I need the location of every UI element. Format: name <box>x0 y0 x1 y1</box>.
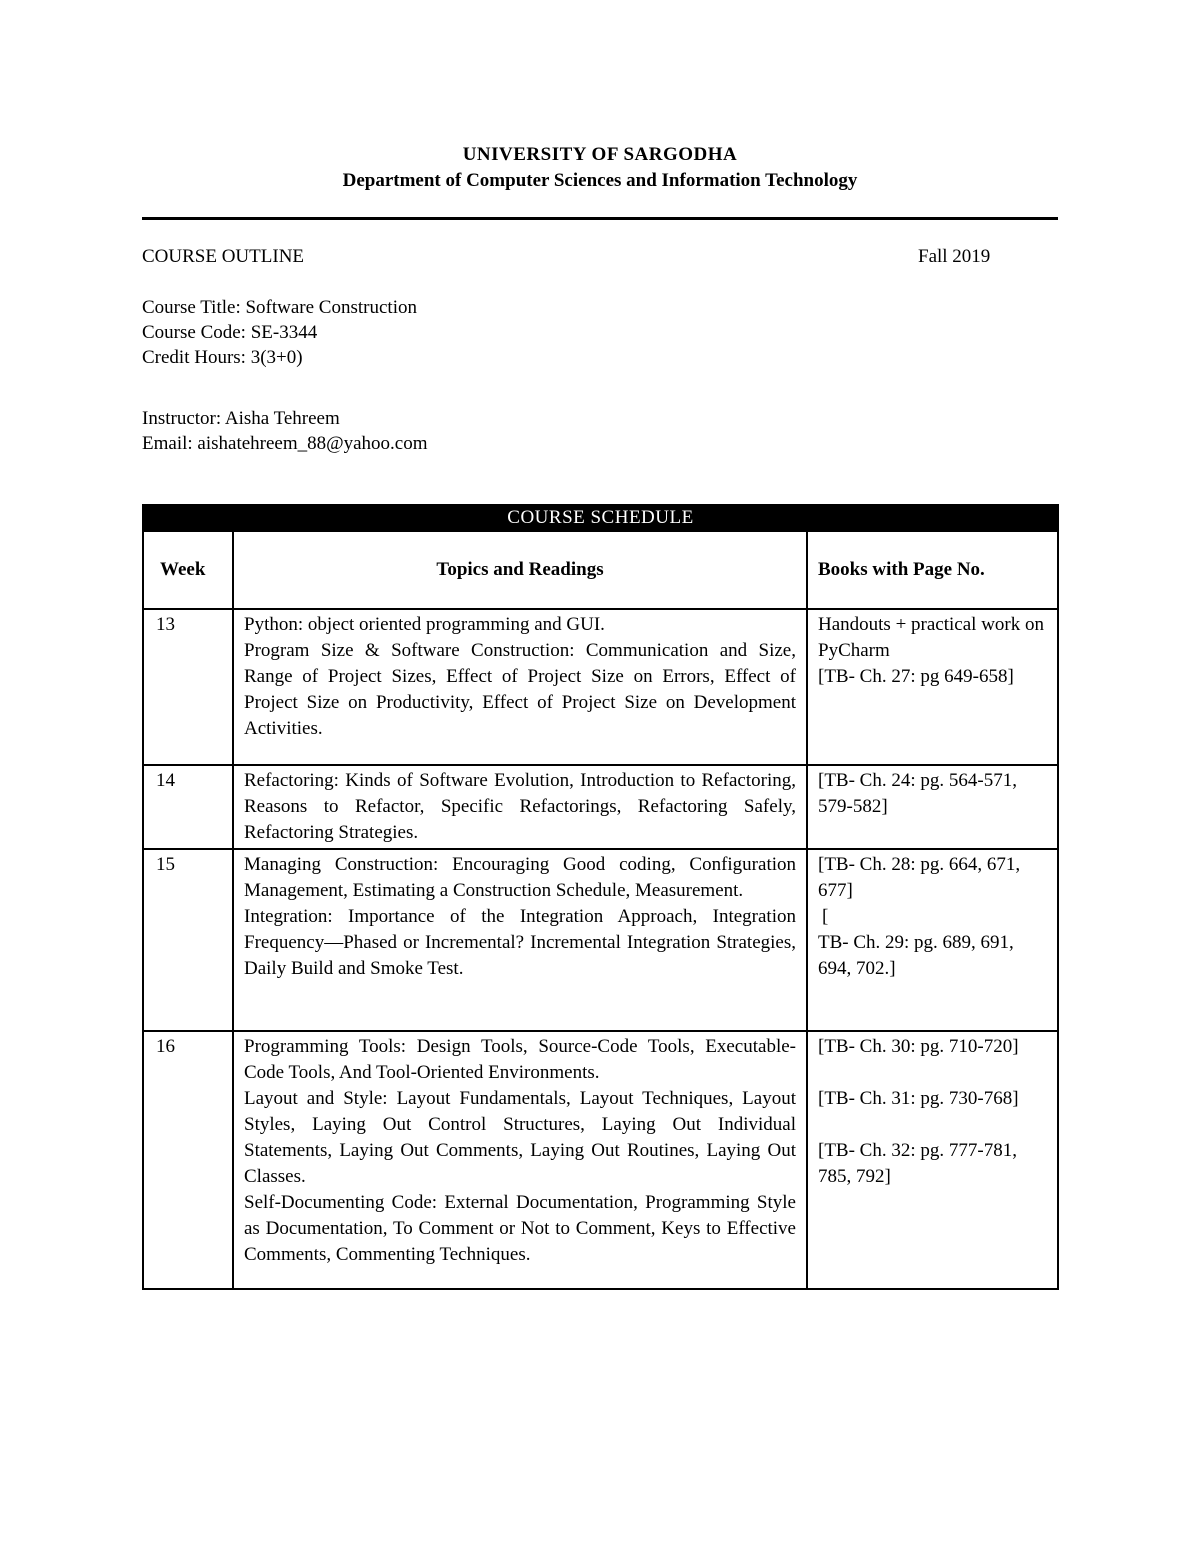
schedule-header-row <box>143 531 1058 609</box>
topics-cell <box>233 1031 807 1289</box>
spacer <box>818 1060 1047 1086</box>
books-cell <box>807 1031 1058 1289</box>
column-header-week: Week <box>143 531 233 609</box>
table-row <box>143 1031 1058 1289</box>
week-number: 13 <box>143 609 233 765</box>
book-reference: [TB- Ch. 27: pg 649-658] <box>818 666 1014 687</box>
topic-paragraph: Programming Tools: Design Tools, Source-Code Tools, Executable-Code Tools, And Tool-Oriented Environments. <box>244 1036 796 1083</box>
book-reference: Handouts + practical work on PyCharm <box>818 614 1044 661</box>
book-reference: TB- Ch. 29: pg. 689, 691, 694, 702.] <box>818 932 1014 979</box>
course-code: Course Code: SE-3344 <box>142 322 318 343</box>
topic-paragraph: Refactoring: Kinds of Software Evolution, Introduction to Refactoring, Reasons to Refactor, Specific Refactorings, Refactoring Safely, Refactoring Strategies. <box>244 770 796 843</box>
book-reference: [TB- Ch. 28: pg. 664, 671, 677] <box>818 854 1021 901</box>
topic-paragraph: Python: object oriented programming and GUI. <box>244 614 605 635</box>
book-reference: [TB- Ch. 32: pg. 777-781, 785, 792] <box>818 1140 1017 1187</box>
topics-cell <box>233 609 807 765</box>
book-reference: [ <box>822 906 829 927</box>
topics-cell <box>233 849 807 1031</box>
book-reference: [TB- Ch. 30: pg. 710-720] <box>818 1036 1019 1057</box>
books-cell <box>807 849 1058 1031</box>
course-info <box>142 295 417 370</box>
course-title: Course Title: Software Construction <box>142 297 417 318</box>
outline-heading-row <box>142 245 1058 269</box>
topic-paragraph: Self-Documenting Code: External Documentation, Programming Style as Documentation, To Comment or Not to Comment, Keys to Effective Comments, Commenting Techniques. <box>244 1192 796 1265</box>
schedule-title-row <box>143 505 1058 531</box>
column-header-topics: Topics and Readings <box>233 531 807 609</box>
document-header <box>142 142 1058 194</box>
topic-paragraph: Layout and Style: Layout Fundamentals, Layout Techniques, Layout Styles, Laying Out Control Structures, Laying Out Individual Statements, Laying Out Comments, Laying Out Routines, Laying Out Classes. <box>244 1088 796 1187</box>
topic-paragraph: Program Size & Software Construction: Communication and Size, Range of Project Sizes, Effect of Project Size on Errors, Effect of Project Size on Productivity, Effect of Project Size on Development Activities. <box>244 640 796 739</box>
university-name: UNIVERSITY OF SARGODHA <box>462 144 738 165</box>
header-divider <box>142 217 1058 220</box>
week-number: 16 <box>143 1031 233 1289</box>
topics-cell <box>233 765 807 849</box>
instructor-name: Instructor: Aisha Tehreem <box>142 408 340 429</box>
book-reference: [TB- Ch. 24: pg. 564-571, 579-582] <box>818 770 1017 817</box>
week-number: 14 <box>143 765 233 849</box>
topic-paragraph: Integration: Importance of the Integration Approach, Integration Frequency—Phased or Incremental? Incremental Integration Strategies, Daily Build and Smoke Test. <box>244 906 796 979</box>
instructor-email: Email: aishatehreem_88@yahoo.com <box>142 433 428 454</box>
course-outline-label: COURSE OUTLINE <box>142 246 305 267</box>
credit-hours: Credit Hours: 3(3+0) <box>142 347 303 368</box>
schedule-title: COURSE SCHEDULE <box>143 505 1058 531</box>
spacer <box>818 1112 1047 1138</box>
term-label: Fall 2019 <box>918 246 991 267</box>
topic-paragraph: Managing Construction: Encouraging Good coding, Configuration Management, Estimating a Construction Schedule, Measurement. <box>244 854 796 901</box>
instructor-info <box>142 406 428 456</box>
department-name: Department of Computer Sciences and Information Technology <box>342 170 858 191</box>
table-row <box>143 609 1058 765</box>
books-cell <box>807 765 1058 849</box>
course-schedule-table <box>142 504 1059 1290</box>
table-row <box>143 849 1058 1031</box>
book-reference: [TB- Ch. 31: pg. 730-768] <box>818 1088 1019 1109</box>
table-row <box>143 765 1058 849</box>
column-header-books: Books with Page No. <box>807 531 1058 609</box>
books-cell <box>807 609 1058 765</box>
week-number: 15 <box>143 849 233 1031</box>
